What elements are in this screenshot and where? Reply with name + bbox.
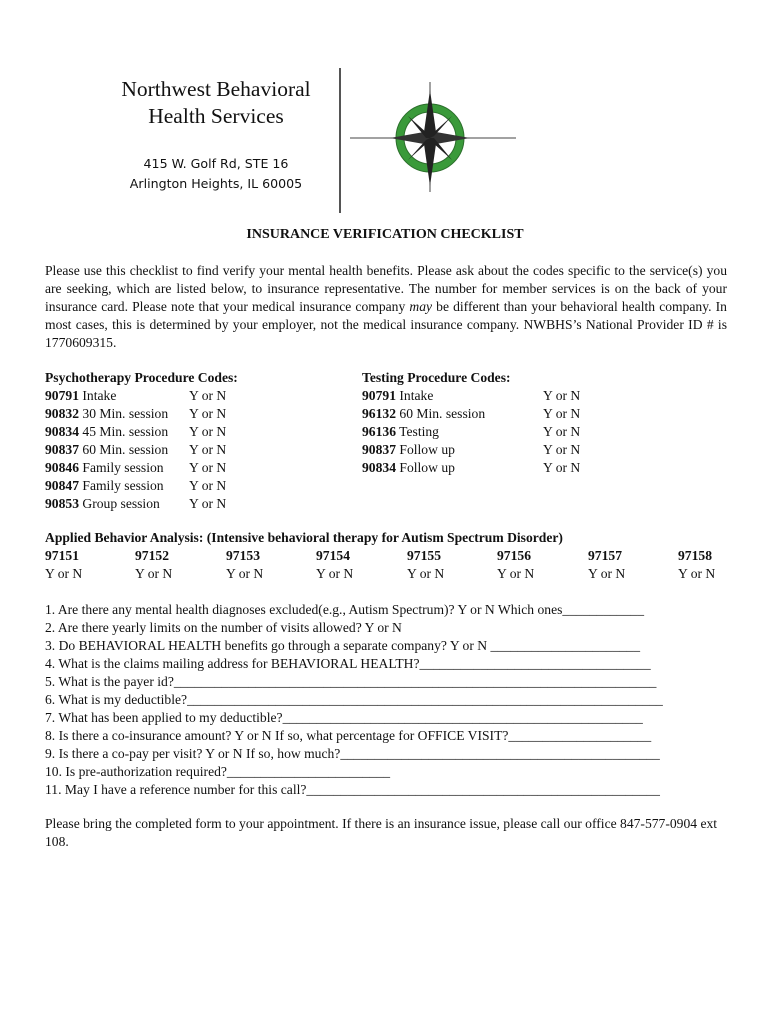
code: 90853 bbox=[45, 496, 79, 511]
org-name-line1: Northwest Behavioral bbox=[121, 77, 311, 101]
aba-yes-no-field[interactable]: Y or N bbox=[497, 566, 535, 581]
psychotherapy-row bbox=[45, 423, 305, 441]
code: 96132 bbox=[362, 406, 396, 421]
closing-paragraph bbox=[45, 815, 725, 851]
code-desc: 60 Min. session bbox=[82, 442, 169, 457]
code-desc: Follow up bbox=[399, 442, 455, 457]
aba-yes-no-field[interactable]: Y or N bbox=[316, 566, 354, 581]
code-desc: Family session bbox=[82, 478, 164, 493]
testing-row bbox=[362, 387, 602, 405]
aba-code: 97151 bbox=[45, 548, 79, 563]
question-item[interactable]: 10. Is pre-authorization required?________________________ bbox=[45, 764, 391, 779]
aba-yes-no-field[interactable]: Y or N bbox=[678, 566, 716, 581]
yes-no-field[interactable]: Y or N bbox=[189, 496, 227, 511]
aba-code: 97154 bbox=[316, 548, 350, 563]
question-item[interactable]: 4. What is the claims mailing address for BEHAVIORAL HEALTH?__________________________________ bbox=[45, 656, 651, 671]
code: 96136 bbox=[362, 424, 396, 439]
code-desc: 60 Min. session bbox=[399, 406, 486, 421]
psychotherapy-row bbox=[45, 405, 305, 423]
code-desc: Group session bbox=[82, 496, 160, 511]
psychotherapy-row bbox=[45, 495, 305, 513]
psychotherapy-row bbox=[45, 387, 305, 405]
psychotherapy-row bbox=[45, 477, 305, 495]
code-desc: 45 Min. session bbox=[82, 424, 169, 439]
code-desc: 30 Min. session bbox=[82, 406, 169, 421]
testing-row bbox=[362, 423, 602, 441]
yes-no-field[interactable]: Y or N bbox=[189, 388, 227, 403]
testing-heading: Testing Procedure Codes: bbox=[362, 370, 511, 385]
address-line1: 415 W. Golf Rd, STE 16 bbox=[143, 156, 289, 171]
aba-code: 97152 bbox=[135, 548, 169, 563]
compass-rose-icon bbox=[350, 82, 516, 192]
aba-grid bbox=[45, 547, 745, 583]
questions-list bbox=[45, 601, 735, 799]
question-item[interactable]: 5. What is the payer id?_______________________________________________________________________ bbox=[45, 674, 657, 689]
org-name bbox=[56, 76, 376, 130]
code: 90791 bbox=[362, 388, 396, 403]
code: 90837 bbox=[45, 442, 79, 457]
aba-code: 97155 bbox=[407, 548, 441, 563]
yes-no-field[interactable]: Y or N bbox=[189, 442, 227, 457]
code: 90846 bbox=[45, 460, 79, 475]
psychotherapy-codes bbox=[45, 369, 305, 513]
question-item[interactable]: 11. May I have a reference number for this call?____________________________________________________ bbox=[45, 782, 660, 797]
aba-code: 97153 bbox=[226, 548, 260, 563]
psychotherapy-heading: Psychotherapy Procedure Codes: bbox=[45, 370, 238, 385]
code-desc: Intake bbox=[82, 388, 117, 403]
page-title: INSURANCE VERIFICATION CHECKLIST bbox=[246, 227, 524, 242]
aba-yes-no-field[interactable]: Y or N bbox=[226, 566, 264, 581]
aba-code: 97158 bbox=[678, 548, 712, 563]
code: 90837 bbox=[362, 442, 396, 457]
code: 90834 bbox=[45, 424, 79, 439]
code-desc: Family session bbox=[82, 460, 164, 475]
intro-text-rest: be different than your behavioral health company. In most cases, this is determined by your employer, not the medical insurance company. NWBHS’s National Provider ID # is 1770609315. bbox=[45, 299, 727, 350]
org-address bbox=[56, 154, 376, 194]
aba-yes-no-field[interactable]: Y or N bbox=[135, 566, 173, 581]
aba-code: 97156 bbox=[497, 548, 531, 563]
address-line2: Arlington Heights, IL 60005 bbox=[129, 176, 303, 191]
testing-codes bbox=[362, 369, 602, 477]
yes-no-field[interactable]: Y or N bbox=[543, 442, 581, 457]
org-name-line2: Health Services bbox=[148, 104, 284, 128]
yes-no-field[interactable]: Y or N bbox=[543, 460, 581, 475]
psychotherapy-row bbox=[45, 459, 305, 477]
aba-yes-no-field[interactable]: Y or N bbox=[588, 566, 626, 581]
code: 90847 bbox=[45, 478, 79, 493]
aba-yes-no-field[interactable]: Y or N bbox=[45, 566, 83, 581]
header-divider bbox=[339, 68, 341, 213]
code-desc: Testing bbox=[399, 424, 439, 439]
aba-section bbox=[45, 529, 745, 583]
testing-row bbox=[362, 405, 602, 423]
code: 90791 bbox=[45, 388, 79, 403]
question-item[interactable]: 2. Are there yearly limits on the number of visits allowed? Y or N bbox=[45, 620, 402, 635]
question-item[interactable]: 3. Do BEHAVIORAL HEALTH benefits go through a separate company? Y or N ______________________ bbox=[45, 638, 641, 653]
aba-yes-no-field[interactable]: Y or N bbox=[407, 566, 445, 581]
question-item[interactable]: 9. Is there a co-pay per visit? Y or N If so, how much?_______________________________________________ bbox=[45, 746, 660, 761]
intro-text: Please use this checklist to find verify your mental health benefits. Please ask about the codes specific to the service(s) you are seeking, which are listed below, to insurance representative. The number for member services is on the back of your insurance card. Please note that your medical insurance company bbox=[45, 263, 727, 314]
question-item[interactable]: 7. What has been applied to my deductible?_____________________________________________________ bbox=[45, 710, 643, 725]
code-desc: Intake bbox=[399, 388, 434, 403]
question-item[interactable]: 1. Are there any mental health diagnoses excluded(e.g., Autism Spectrum)? Y or N Which ones____________ bbox=[45, 602, 644, 617]
intro-emphasis: may bbox=[409, 299, 433, 314]
yes-no-field[interactable]: Y or N bbox=[189, 460, 227, 475]
psychotherapy-row bbox=[45, 441, 305, 459]
intro-paragraph bbox=[45, 262, 727, 352]
aba-heading: Applied Behavior Analysis: (Intensive behavioral therapy for Autism Spectrum Disorder) bbox=[45, 530, 563, 545]
testing-row bbox=[362, 459, 602, 477]
question-item[interactable]: 8. Is there a co-insurance amount? Y or N If so, what percentage for OFFICE VISIT?_____________________ bbox=[45, 728, 652, 743]
yes-no-field[interactable]: Y or N bbox=[543, 388, 581, 403]
yes-no-field[interactable]: Y or N bbox=[543, 424, 581, 439]
yes-no-field[interactable]: Y or N bbox=[189, 478, 227, 493]
testing-row bbox=[362, 441, 602, 459]
yes-no-field[interactable]: Y or N bbox=[543, 406, 581, 421]
closing-text: Please bring the completed form to your appointment. If there is an insurance issue, please call our office 847-577-0904 ext 108. bbox=[45, 816, 718, 849]
code-desc: Follow up bbox=[399, 460, 455, 475]
aba-code: 97157 bbox=[588, 548, 622, 563]
code: 90832 bbox=[45, 406, 79, 421]
yes-no-field[interactable]: Y or N bbox=[189, 424, 227, 439]
code: 90834 bbox=[362, 460, 396, 475]
yes-no-field[interactable]: Y or N bbox=[189, 406, 227, 421]
question-item[interactable]: 6. What is my deductible?______________________________________________________________________ bbox=[45, 692, 663, 707]
